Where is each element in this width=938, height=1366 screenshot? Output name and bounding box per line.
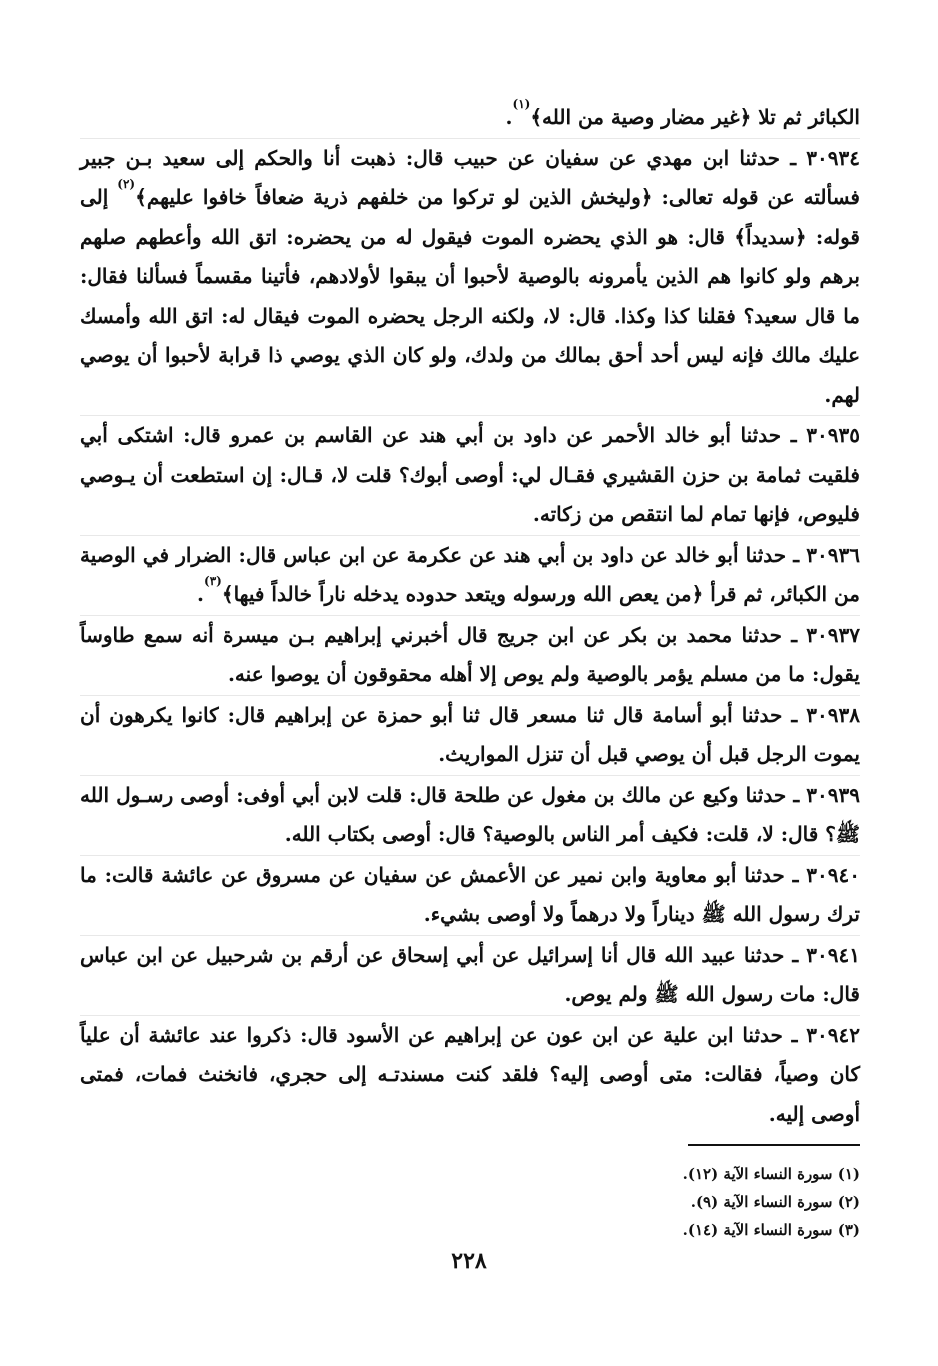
page-number: ٢٢٨ — [451, 1248, 487, 1274]
hadith-number: ٣٠٩٣٨ — [806, 702, 860, 727]
intro-text: الكبائر ثم تلا — [751, 105, 860, 129]
hadith-text: ـ حدثنا محمد بن بكر عن ابن جريج قال أخبرني إبراهيم بـن ميسرة أنه سمع طاوساً يقول: ما من مسلم يؤمر بالوصية ولم يوص إلا أهله محقوقون أن يوصوا عنه. — [80, 622, 860, 686]
hadith-text: إلى قوله: — [80, 185, 860, 249]
hadith-text: ـ حدثنا عبيد الله قال أنا إسرائيل عن أبي إسحاق عن أرقم بن شرحبيل عن ابن عباس قال: مات رسول الله ﷺ ولم يوص. — [80, 942, 860, 1006]
hadith-paragraph — [80, 1015, 860, 1135]
hadith-number: ٣٠٩٣٤ — [806, 145, 860, 170]
hadith-number: ٣٠٩٤١ — [806, 942, 861, 967]
hadith-text: ـ حدثنا ابن علية عن ابن عون عن إبراهيم عن الأسود قال: ذكروا عند عائشة أن علياً كان وصياً، فقالت: متى أوصى إليه؟ فلقد كنت مسندتـه إلى حجري، فانخنث فمات، فمتى أوصى إليه. — [80, 1022, 860, 1126]
footnote-ref: (٣) — [204, 574, 222, 588]
intro-paragraph — [80, 98, 860, 138]
hadith-number: ٣٠٩٤٠ — [806, 862, 860, 887]
footnote-divider — [688, 1144, 860, 1146]
hadith-paragraph — [80, 935, 860, 1015]
hadith-number: ٣٠٩٣٦ — [806, 542, 860, 567]
quran-verse: ﴿من يعص الله ورسوله ويتعد حدوده يدخله ناراً خالداً فيها﴾ — [221, 582, 704, 606]
hadith-text: ـ حدثنا أبو خالد الأحمر عن داود بن أبي هند عن القاسم بن عمرو قال: اشتكى أبي فلقيت ثمامة بن حزن القشيري فقـال لي: أوصى أبوك؟ قلت لا، قـال: إن استطعت أن يـوصي فليوص، فإنها تمام لما انتقص من زكاته. — [80, 423, 860, 526]
hadith-number: ٣٠٩٣٧ — [806, 622, 860, 647]
hadith-paragraph — [80, 615, 860, 695]
footnote: (١) سورة النساء الآية (١٢). — [682, 1165, 860, 1183]
hadith-paragraph — [80, 695, 860, 775]
quran-verse: ﴿غير مضار وصية من الله﴾ — [530, 105, 752, 129]
hadith-paragraph — [80, 138, 860, 416]
footnote: (٣) سورة النساء الآية (١٤). — [682, 1221, 860, 1239]
hadith-text: ـ حدثنا أبو خالد عن داود بن أبي هند عن عكرمة عن ابن عباس قال: الضرار في الوصية من الكبائر، ثم قرأ — [80, 542, 860, 606]
hadith-paragraph — [80, 535, 860, 615]
hadith-text: ـ حدثنا أبو أسامة قال ثنا مسعر قال ثنا أبو حمزة عن إبراهيم قال: كانوا يكرهون أن يموت الرجل قبل أن يوصي قبل أن تنزل المواريث. — [80, 702, 860, 766]
hadith-paragraph — [80, 775, 860, 855]
intro-end: . — [505, 105, 513, 129]
footnote-ref: (٢) — [117, 177, 136, 191]
hadith-text: قال: هو الذي يحضره الموت فيقول له من يحضره: اتق الله وأعطهم صلهم برهم ولو كانوا هم الذين يأمرونه بالوصية لأحبوا أن يبقوا لأولادهم، فأتينا مقسماً فسألنا فقال: ما قال سعيد؟ فقلنا كذا وكذا. قال: لا، ولكنه الرجل يحضره الموت فيقال له: اتق الله وأمسك عليك مالك فإنه ليس أحد أحق بمالك من ولدك، ولو كان الذي يوصي ذا قرابة لأحبوا أن يوصي لهم. — [80, 224, 860, 407]
hadith-text: . — [197, 582, 205, 606]
hadith-text: ـ حدثنا ابن مهدي عن سفيان عن حبيب قال: ذهبت أنا والحكم إلى سعيد بـن جبير فسألته عن قوله تعالى: — [80, 145, 860, 209]
hadith-number: ٣٠٩٣٩ — [806, 782, 860, 807]
hadith-text: ـ حدثنا أبو معاوية وابن نمير عن الأعمش عن سفيان عن مسروق عن عائشة قالت: ما ترك رسول الله ﷺ ديناراً ولا درهماً ولا أوصى بشيء. — [80, 862, 860, 926]
hadith-number: ٣٠٩٣٥ — [806, 423, 860, 447]
footnotes — [80, 1160, 860, 1244]
main-text — [80, 98, 860, 1134]
footnote: (٢) سورة النساء الآية (٩). — [690, 1193, 860, 1211]
hadith-paragraph — [80, 415, 860, 535]
footnote-ref: (١) — [512, 97, 531, 111]
hadith-number: ٣٠٩٤٢ — [806, 1022, 860, 1047]
hadith-paragraph — [80, 855, 860, 935]
quran-verse: ﴿سديداً﴾ — [734, 224, 807, 249]
quran-verse: ﴿وليخش الذين لو تركوا من خلفهم ذرية ضعافاً خافوا عليهم﴾ — [135, 185, 653, 209]
hadith-text: ـ حدثنا وكيع عن مالك بن مغول عن طلحة قال: قلت لابن أبي أوفى: أوصى رسـول الله ﷺ؟ قال: لا، قلت: فكيف أمر الناس بالوصية؟ قال: أوصى بكتاب الله. — [80, 782, 860, 846]
